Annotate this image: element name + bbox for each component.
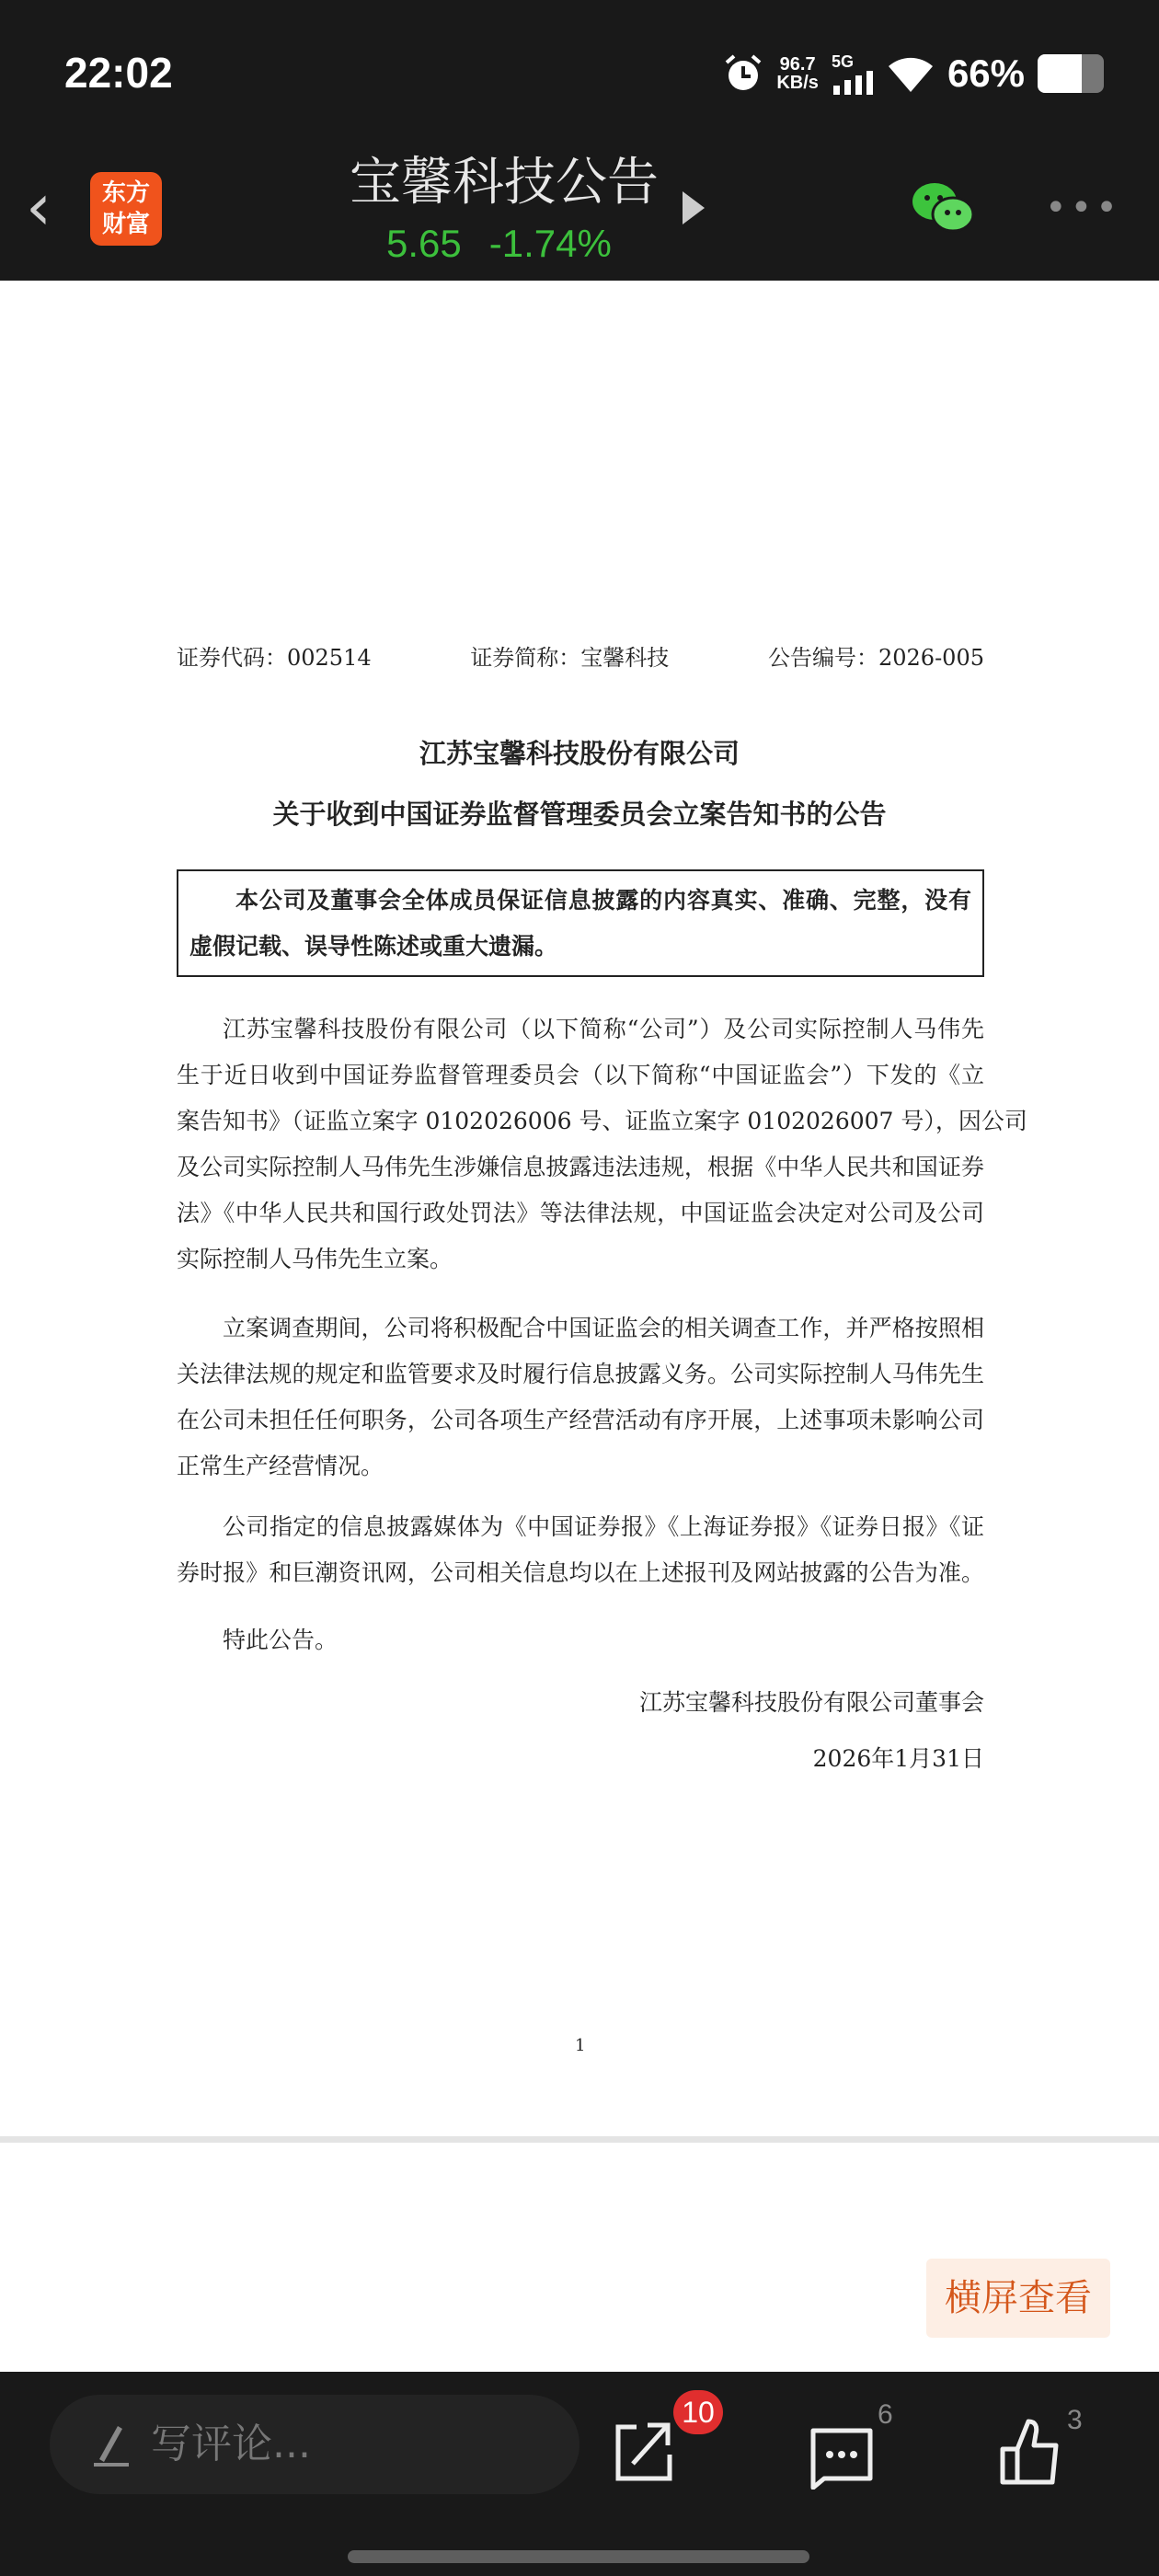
doc-date: 2026年1月31日	[812, 1745, 984, 1772]
security-code: 证券代码：002514	[177, 645, 372, 671]
comment-placeholder: 写评论...	[151, 2421, 311, 2467]
security-short-name: 证券简称：宝馨科技	[470, 645, 670, 671]
text-line: 生于近日收到中国证券监督管理委员会（以下简称“中国证监会”）下发的《立	[177, 1062, 984, 1088]
text-line: 及公司实际控制人马伟先生涉嫌信息披露违法违规，根据《中华人民共和国证券	[177, 1154, 984, 1180]
notice-number: 公告编号：2026-005	[768, 645, 984, 671]
app-header	[0, 138, 1159, 281]
wechat-icon[interactable]	[911, 179, 975, 235]
text-line: 正常生产经营情况。	[177, 1453, 384, 1479]
text-line: 案告知书》（证监立案字 0102026006 号、证监立案字 0102026007 号），因公司	[177, 1108, 1027, 1134]
text-line: 法》《中华人民共和国行政处罚法》等法律法规，中国证监会决定对公司及公司	[177, 1200, 984, 1226]
page-title[interactable]: 宝馨科技公告	[350, 153, 659, 213]
landscape-view-button[interactable]: 横屏查看	[926, 2259, 1110, 2338]
share-icon[interactable]	[614, 2418, 675, 2482]
battery-percent: 66%	[947, 52, 1025, 95]
text-line: 券时报》和巨潮资讯网，公司相关信息均以在上述报刊及网站披露的公告为准。	[177, 1559, 984, 1586]
paragraph-4	[177, 1617, 984, 1663]
disclaimer-line: 本公司及董事会全体成员保证信息披露的内容真实、准确、完整，没有	[235, 887, 971, 914]
wifi-icon	[887, 53, 935, 94]
page-divider	[0, 2136, 1159, 2143]
paragraph-1	[177, 1006, 1027, 1282]
text-line: 在公司未担任任何职务，公司各项生产经营活动有序开展，上述事项未影响公司	[177, 1407, 984, 1433]
company-title: 江苏宝馨科技股份有限公司	[419, 738, 740, 769]
app-logo[interactable]: 东方 财富	[90, 172, 162, 246]
play-arrow-icon[interactable]	[683, 191, 705, 224]
net-speed: 96.7 KB/s	[776, 54, 819, 93]
share-count-badge: 10	[673, 2390, 723, 2434]
text-line: 关法律法规的规定和监管要求及时履行信息披露义务。公司实际控制人马伟先生	[177, 1361, 984, 1387]
pen-icon	[92, 2422, 132, 2468]
announcement-document	[0, 281, 1159, 2139]
paragraph-2	[177, 1305, 984, 1489]
signature: 江苏宝馨科技股份有限公司董事会	[638, 1689, 984, 1716]
comment-icon[interactable]	[809, 2425, 874, 2490]
status-bar	[0, 0, 1159, 138]
disclaimer-box	[177, 869, 984, 977]
like-count: 3	[1067, 2405, 1083, 2435]
page-number: 1	[575, 2036, 586, 2055]
stock-price: 5.65	[386, 222, 462, 265]
text-line: 江苏宝馨科技股份有限公司（以下简称“公司”）及公司实际控制人马伟先	[223, 1016, 984, 1042]
comment-count: 6	[878, 2399, 893, 2430]
doc-meta	[177, 639, 984, 672]
paragraph-3	[177, 1504, 984, 1596]
disclaimer-line: 虚假记载、误导性陈述或重大遗漏。	[189, 933, 558, 960]
text-line: 特此公告。	[223, 1627, 339, 1653]
status-time: 22:02	[64, 49, 173, 97]
stock-quote	[386, 221, 639, 267]
network-type: 5G	[831, 52, 854, 71]
announcement-title: 关于收到中国证券监督管理委员会立案告知书的公告	[272, 799, 887, 830]
text-line: 实际控制人马伟先生立案。	[177, 1246, 453, 1272]
more-icon[interactable]: •••	[1045, 187, 1121, 229]
like-icon[interactable]	[999, 2418, 1063, 2486]
comment-input[interactable]	[50, 2395, 580, 2494]
bottom-bar	[0, 2372, 1159, 2576]
home-indicator[interactable]	[348, 2550, 809, 2563]
battery-icon	[1038, 54, 1104, 93]
signal-icon	[832, 71, 874, 95]
text-line: 公司指定的信息披露媒体为《中国证券报》《上海证券报》《证券日报》《证	[223, 1513, 984, 1540]
stock-change: -1.74%	[488, 222, 612, 265]
back-button[interactable]: ‹	[26, 169, 52, 245]
text-line: 立案调查期间，公司将积极配合中国证监会的相关调查工作，并严格按照相	[223, 1315, 984, 1341]
alarm-icon	[723, 53, 763, 94]
